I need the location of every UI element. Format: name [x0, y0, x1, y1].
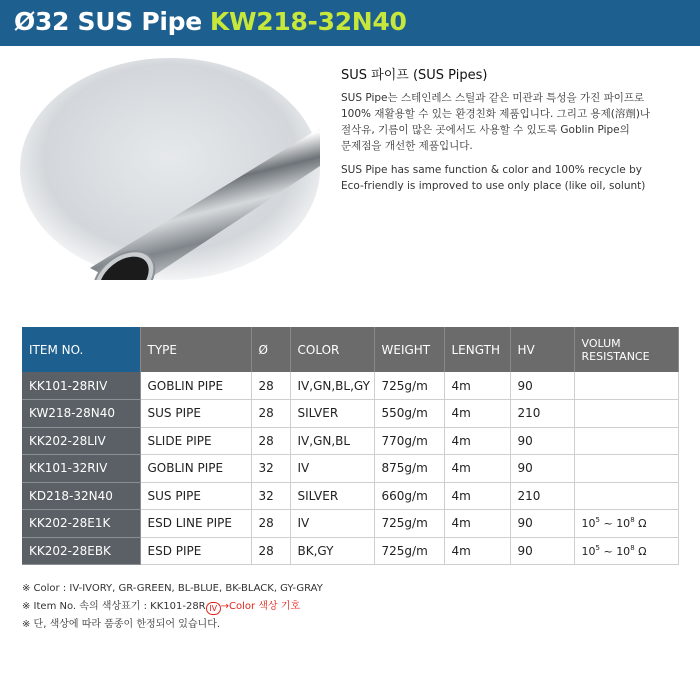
table-row: [22, 455, 678, 483]
resistance-range-sep: ~: [599, 544, 617, 558]
title-prefix: Ø32 SUS Pipe: [14, 7, 202, 36]
resistance-base: 10: [616, 544, 631, 558]
length-cell: 4m: [444, 400, 510, 428]
table-row: [22, 537, 678, 565]
length-cell: 4m: [444, 455, 510, 483]
type-cell: SUS PIPE: [140, 482, 251, 510]
product-description: [341, 64, 686, 194]
header-length: LENGTH: [444, 327, 510, 372]
weight-cell: 660g/m: [374, 482, 444, 510]
limit-note: ※ 단, 색상에 따라 품종이 한정되어 있습니다.: [22, 619, 221, 630]
length-cell: 4m: [444, 372, 510, 400]
weight-cell: 725g/m: [374, 510, 444, 538]
english-line: Eco-friendly is improved to use only place (like oil, solunt): [341, 180, 646, 192]
resistance-range-sep: ~: [599, 517, 617, 531]
korean-line: 절삭유, 기름이 많은 곳에서도 사용할 수 있도록 Goblin Pipe의: [341, 124, 630, 136]
diameter-cell: 28: [251, 537, 290, 565]
circled-color-code: IV: [206, 602, 221, 615]
diameter-cell: 28: [251, 372, 290, 400]
english-line: SUS Pipe has same function & color and 100% recycle by: [341, 164, 642, 176]
header-volum-resistance: [574, 327, 678, 372]
description-korean: [341, 90, 686, 154]
type-cell: GOBLIN PIPE: [140, 455, 251, 483]
resistance-cell: [574, 400, 678, 428]
table-row: [22, 482, 678, 510]
korean-line: 100% 재활용할 수 있는 환경친화 제품입니다. 그리고 용제(溶劑)나: [341, 108, 651, 120]
resistance-base: 10: [581, 544, 596, 558]
footnotes: [22, 580, 682, 634]
color-cell: IV: [290, 455, 374, 483]
table-row: [22, 427, 678, 455]
spec-table: [22, 327, 679, 565]
hv-cell: 90: [510, 427, 574, 455]
item-no-cell: KK101-28RIV: [22, 372, 140, 400]
header-diameter: Ø: [251, 327, 290, 372]
header-type: TYPE: [140, 327, 251, 372]
color-cell: IV: [290, 510, 374, 538]
length-cell: 4m: [444, 427, 510, 455]
page-header: [0, 0, 700, 46]
table-row: [22, 510, 678, 538]
resistance-exponent: 5: [595, 516, 600, 525]
korean-line: 문제점을 개선한 제품입니다.: [341, 140, 473, 152]
header-weight: WEIGHT: [374, 327, 444, 372]
weight-cell: 725g/m: [374, 537, 444, 565]
diameter-cell: 28: [251, 427, 290, 455]
type-cell: SUS PIPE: [140, 400, 251, 428]
diameter-cell: 32: [251, 455, 290, 483]
resistance-unit: Ω: [634, 544, 647, 558]
weight-cell: 725g/m: [374, 372, 444, 400]
header-volum-line1: VOLUM: [581, 336, 621, 350]
header-volum-line2: RESISTANCE: [581, 349, 650, 363]
hv-cell: 210: [510, 400, 574, 428]
item-no-cell: KW218-28N40: [22, 400, 140, 428]
color-note: ※ Color : IV-IVORY, GR-GREEN, BL-BLUE, BK-BLACK, GY-GRAY: [22, 583, 323, 594]
korean-line: SUS Pipe는 스테인레스 스틸과 같은 미관과 특성을 가진 파이프로: [341, 92, 645, 104]
color-cell: BK,GY: [290, 537, 374, 565]
header-color: COLOR: [290, 327, 374, 372]
model-number: KW218-32N40: [209, 7, 407, 36]
resistance-exponent: 8: [630, 543, 635, 552]
table-body: [22, 372, 678, 565]
diameter-cell: 28: [251, 510, 290, 538]
color-cell: SILVER: [290, 400, 374, 428]
weight-cell: 550g/m: [374, 400, 444, 428]
hv-cell: 90: [510, 455, 574, 483]
description-english: [341, 162, 686, 194]
resistance-base: 10: [616, 517, 631, 531]
item-note: [22, 598, 682, 616]
page-title: [14, 7, 407, 36]
type-cell: GOBLIN PIPE: [140, 372, 251, 400]
color-cell: IV,GN,BL,GY: [290, 372, 374, 400]
item-note-suffix: →Color 색상 기호: [220, 601, 301, 612]
table-row: [22, 400, 678, 428]
resistance-cell: [574, 455, 678, 483]
hv-cell: 90: [510, 510, 574, 538]
item-no-cell: KK202-28EBK: [22, 537, 140, 565]
diameter-cell: 32: [251, 482, 290, 510]
header-hv: HV: [510, 327, 574, 372]
sus-pipe-photo: [20, 58, 320, 280]
table-header-row: [22, 327, 678, 372]
header-item-no: ITEM NO.: [22, 327, 140, 372]
type-cell: SLIDE PIPE: [140, 427, 251, 455]
color-cell: SILVER: [290, 482, 374, 510]
item-no-cell: KK202-28E1K: [22, 510, 140, 538]
weight-cell: 875g/m: [374, 455, 444, 483]
length-cell: 4m: [444, 510, 510, 538]
item-note-prefix: ※ Item No. 속의 색상표기 : KK101-28R: [22, 601, 206, 612]
resistance-cell: [574, 537, 678, 565]
hv-cell: 210: [510, 482, 574, 510]
item-no-cell: KK101-32RIV: [22, 455, 140, 483]
table-row: [22, 372, 678, 400]
type-cell: ESD LINE PIPE: [140, 510, 251, 538]
resistance-unit: Ω: [634, 517, 647, 531]
description-heading: SUS 파이프 (SUS Pipes): [341, 68, 488, 83]
item-no-cell: KD218-32N40: [22, 482, 140, 510]
diameter-cell: 28: [251, 400, 290, 428]
resistance-exponent: 5: [595, 543, 600, 552]
item-no-cell: KK202-28LIV: [22, 427, 140, 455]
resistance-cell: [574, 510, 678, 538]
resistance-cell: [574, 427, 678, 455]
weight-cell: 770g/m: [374, 427, 444, 455]
resistance-base: 10: [581, 517, 596, 531]
resistance-cell: [574, 372, 678, 400]
hv-cell: 90: [510, 372, 574, 400]
length-cell: 4m: [444, 482, 510, 510]
resistance-exponent: 8: [630, 516, 635, 525]
resistance-cell: [574, 482, 678, 510]
type-cell: ESD PIPE: [140, 537, 251, 565]
color-cell: IV,GN,BL: [290, 427, 374, 455]
length-cell: 4m: [444, 537, 510, 565]
hv-cell: 90: [510, 537, 574, 565]
